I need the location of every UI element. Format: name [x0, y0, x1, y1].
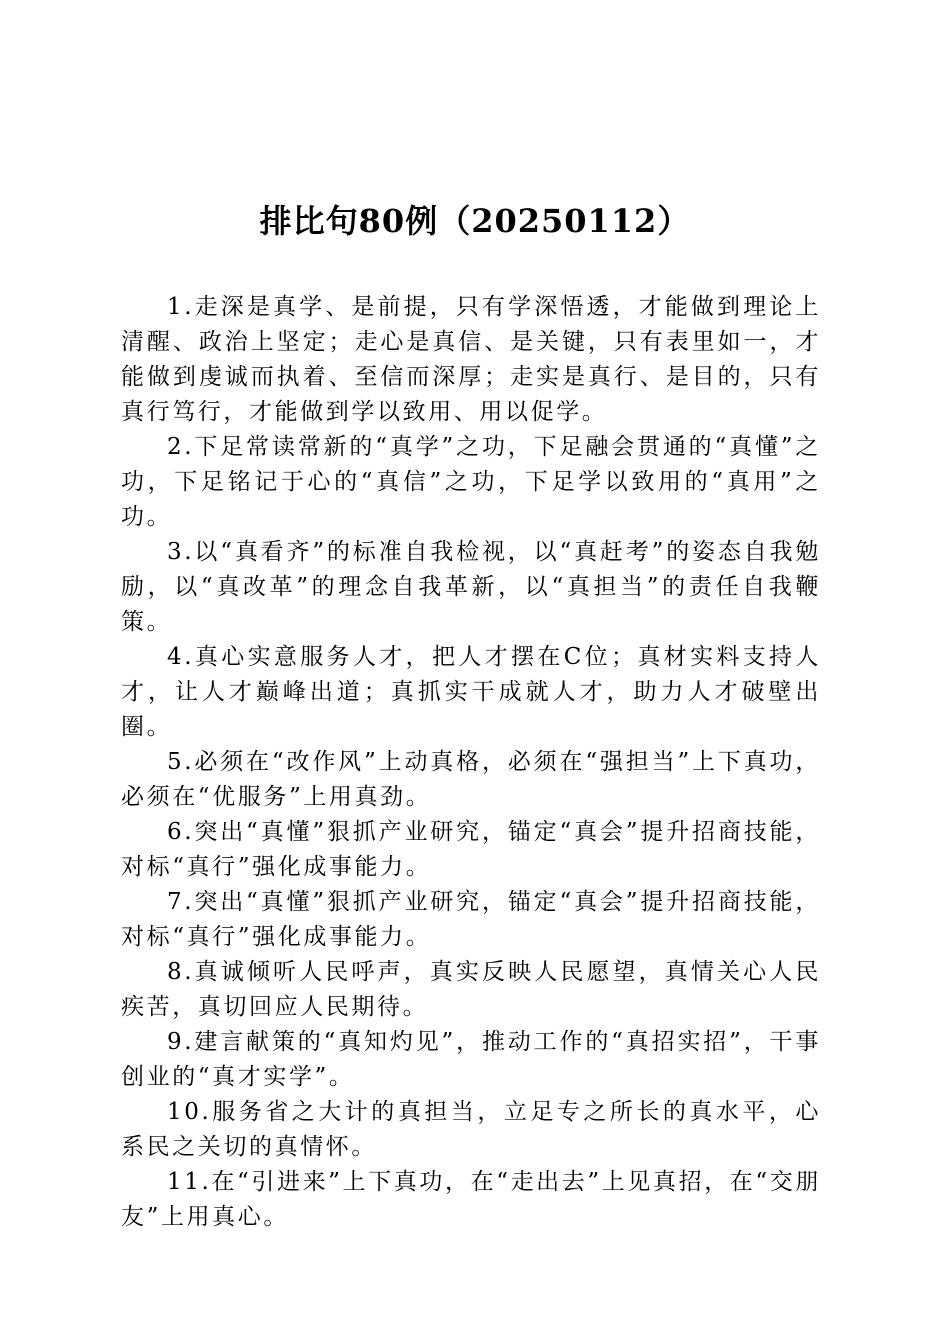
paragraph: 9.建言献策的“真知灼见”，推动工作的“真招实招”，干事创业的“真才实学”。 [121, 1029, 821, 1090]
paragraph: 8.真诚倾听人民呼声，真实反映人民愿望，真情关心人民疾苦，真切回应人民期待。 [121, 959, 821, 1020]
document-body [121, 290, 821, 1235]
paragraph: 11.在“引进来”上下真功，在“走出去”上见真招，在“交朋友”上用真心。 [121, 1169, 821, 1230]
paragraph: 6.突出“真懂”狠抓产业研究，锚定“真会”提升招商技能，对标“真行”强化成事能力。 [121, 819, 821, 880]
paragraph: 4.真心实意服务人才，把人才摆在C位；真材实料支持人才，让人才巅峰出道；真抓实干成就人才，助力人才破壁出圈。 [121, 644, 821, 740]
paragraph: 3.以“真看齐”的标准自我检视，以“真赶考”的姿态自我勉励，以“真改革”的理念自我革新，以“真担当”的责任自我鞭策。 [121, 539, 821, 635]
page-title: 排比句80例（20250112） [259, 202, 691, 240]
paragraph: 7.突出“真懂”狠抓产业研究，锚定“真会”提升招商技能，对标“真行”强化成事能力。 [121, 889, 821, 950]
paragraph: 1.走深是真学、是前提，只有学深悟透，才能做到理论上清醒、政治上坚定；走心是真信、是关键，只有表里如一，才能做到虔诚而执着、至信而深厚；走实是真行、是目的，只有真行笃行，才能做到学以致用、用以促学。 [121, 294, 821, 425]
paragraph: 10.服务省之大计的真担当，立足专之所长的真水平，心系民之关切的真情怀。 [121, 1099, 821, 1160]
paragraph: 5.必须在“改作风”上动真格，必须在“强担当”上下真功，必须在“优服务”上用真劲。 [121, 749, 821, 810]
paragraph: 2.下足常读常新的“真学”之功，下足融会贯通的“真懂”之功，下足铭记于心的“真信”之功，下足学以致用的“真用”之功。 [121, 434, 821, 530]
